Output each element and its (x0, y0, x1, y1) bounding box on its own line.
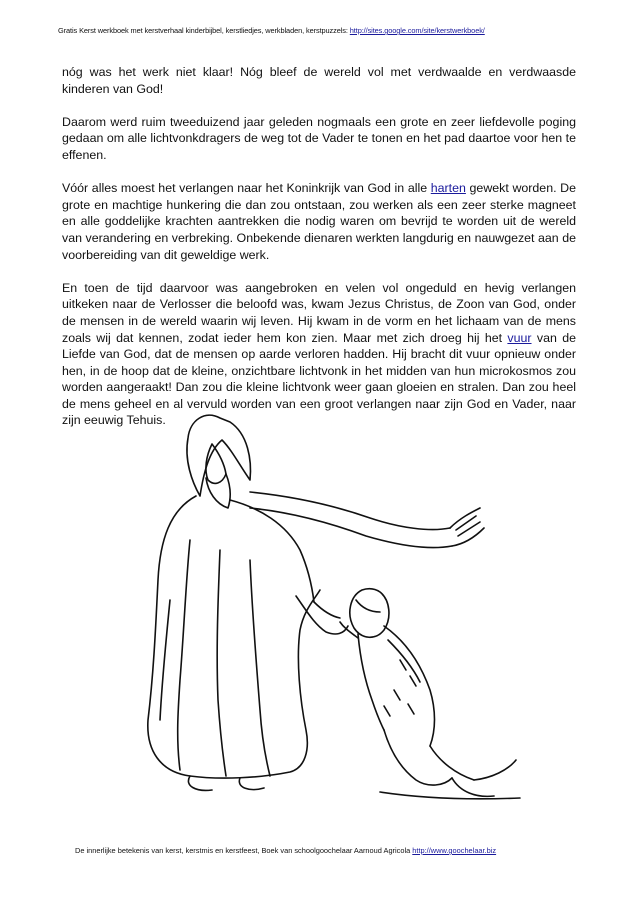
page-footer (75, 846, 496, 855)
footer-text: De innerlijke betekenis van kerst, kerstmis en kerstfeest, Boek van schoolgoochelaar Aarnoud Agricola (75, 846, 413, 855)
header-link[interactable]: http://sites.google.com/site/kerstwerkboek/ (349, 26, 485, 35)
paragraph-1: nóg was het werk niet klaar! Nóg bleef de wereld vol met verdwaalde en verdwaasde kinderen van God! (62, 65, 576, 96)
paragraph-4-text-a: En toen de tijd daarvoor was aangebroken en velen vol ongeduld en hevig verlangen uitkeken naar de Verlosser die beloofd was, kwam Jezus Christus, de Zoon van God, onder de mensen in de wereld waarin wij leven. Hij kwam in de vorm en het lichaam van de mens zoals wij dat kennen, zodat ieder hem kon zien. Maar met zich droeg hij het (62, 280, 576, 345)
paragraph-3 (62, 180, 576, 263)
header-text: Gratis Kerst werkboek met kerstverhaal kinderbijbel, kerstliedjes, werkbladen, kerstpuzzels: (58, 26, 350, 35)
kneeling-figure (340, 589, 520, 799)
page-header (58, 26, 598, 35)
paragraph-4-text-b: van de Liefde van God, dat de mensen op aarde verloren hadden. Hij bracht dit vuur opnieuw onder hen, in de hoop dat de kleine, onzichtbare lichtvonk in het midden van hun microkosmos zou worden aangeraakt! Dan zou die kleine lichtvonk weer gaan gloeien en stralen. Dan zou heel de mens geheel en al vervuld worden van een groot verlangen naar zijn God en Vader, naar zijn eeuwig Tehuis. (62, 330, 576, 428)
paragraph-2: Daarom werd ruim tweeduizend jaar geleden nogmaals een grote en zeer liefdevolle poging gedaan om alle lichtvonkdragers de weg tot de Vader te tonen en het pad daartoe voor hen te effenen. (62, 114, 576, 162)
footer-link[interactable]: http://www.goochelaar.biz (412, 846, 497, 855)
harten-link[interactable]: harten (430, 181, 466, 196)
vuur-link[interactable]: vuur (507, 330, 532, 345)
paragraph-3-text-b: gewekt worden. De grote en machtige hunkering die dan zou ontstaan, zou werken als een zeer sterke magneet en alle goddelijke krachten aantrekken die nodig waren om bevrijd te worden uit de wereld van verandering en verbreking. Onbekende dienaren werkten langdurig en nauwgezet aan de voorbereiding van dit geweldige werk. (62, 181, 576, 262)
paragraph-3-text-a: Vóór alles moest het verlangen naar het Koninkrijk van God in alle (62, 181, 431, 196)
story-text (62, 64, 576, 446)
coloring-illustration (100, 400, 540, 840)
